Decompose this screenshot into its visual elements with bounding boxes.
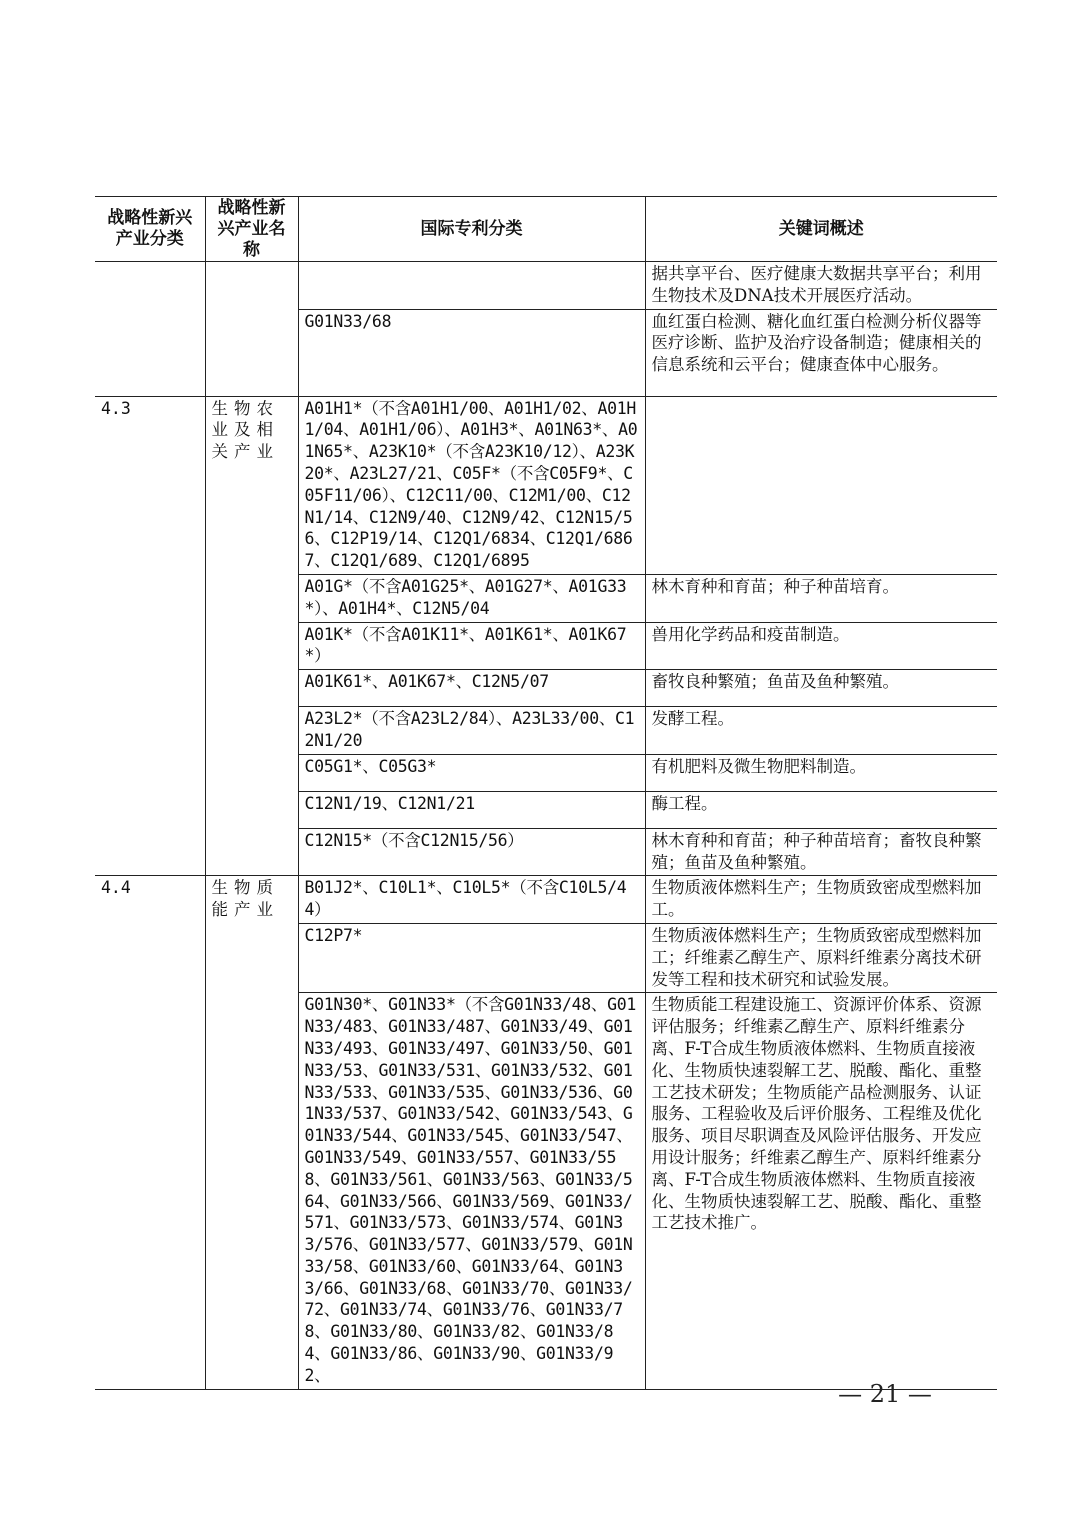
industry-name-cell: 生物质能产业 — [205, 876, 298, 1389]
keywords-cell: 生物质液体燃料生产；生物质致密成型燃料加工；纤维素乙醇生产、原料纤维素分离技术研发等工程和技术研究和试验发展。 — [645, 923, 997, 992]
table-header-row — [95, 197, 997, 262]
industry-name-cell-continued — [205, 262, 298, 397]
ipc-classification-table — [95, 196, 997, 1390]
header-industry-name: 战略性新兴产业名称 — [205, 197, 298, 262]
keywords-cell: 酶工程。 — [645, 791, 997, 828]
keywords-cell: 生物质液体燃料生产；生物质致密成型燃料加工。 — [645, 876, 997, 924]
table-row — [95, 262, 997, 310]
ipc-cell: C05G1*、C05G3* — [298, 754, 645, 791]
page-number: — 21 — — [838, 1380, 932, 1408]
ipc-cell: A01G*（不含A01G25*、A01G27*、A01G33*）、A01H4*、C12N5/04 — [298, 574, 645, 622]
keywords-cell: 生物质能工程建设施工、资源评价体系、资源评估服务；纤维素乙醇生产、原料纤维素分离、F-T合成生物质液体燃料、生物质直接液化、生物质快速裂解工艺、脱酸、酯化、重整工艺技术研发；生物质能产品检测服务、认证服务、工程验收及后评价服务、工程维及优化服务、项目尽职调查及风险评估服务、开发应用设计服务；纤维素乙醇生产、原料纤维素分离、F-T合成生物质液体燃料、生物质直接液化、生物质快速裂解工艺、脱酸、酯化、重整工艺技术推广。 — [645, 993, 997, 1389]
ipc-cell: C12N1/19、C12N1/21 — [298, 791, 645, 828]
keywords-cell: 兽用化学药品和疫苗制造。 — [645, 622, 997, 670]
ipc-cell — [298, 262, 645, 310]
table-row — [95, 876, 997, 924]
category-cell: 4.4 — [95, 876, 205, 1389]
keywords-cell: 据共享平台、医疗健康大数据共享平台；利用生物技术及DNA技术开展医疗活动。 — [645, 262, 997, 310]
ipc-cell: B01J2*、C10L1*、C10L5*（不含C10L5/44） — [298, 876, 645, 924]
ipc-cell: A01H1*（不含A01H1/00、A01H1/02、A01H1/04、A01H1/06）、A01H3*、A01N63*、A01N65*、A23K10*（不含A23K10/12）、A23K20*、A23L27/21、C05F*（不含C05F9*、C05F11/06）、C12C11/00、C12M1/00、C12N1/14、C12N9/40、C12N9/42、C12N15/56、C12P19/14、C12Q1/6834、C12Q1/6867、C12Q1/689、C12Q1/6895 — [298, 396, 645, 574]
keywords-cell: 畜牧良种繁殖；鱼苗及鱼种繁殖。 — [645, 670, 997, 707]
keywords-cell: 发酵工程。 — [645, 707, 997, 755]
keywords-cell — [645, 396, 997, 574]
category-cell: 4.3 — [95, 396, 205, 876]
industry-name-cell: 生物农业及相关产业 — [205, 396, 298, 876]
ipc-cell: G01N30*、G01N33*（不含G01N33/48、G01N33/483、G01N33/487、G01N33/49、G01N33/493、G01N33/497、G01N33/50、G01N33/53、G01N33/531、G01N33/532、G01N33/533、G01N33/535、G01N33/536、G01N33/537、G01N33/542、G01N33/543、G01N33/544、G01N33/545、G01N33/547、G01N33/549、G01N33/557、G01N33/558、G01N33/561、G01N33/563、G01N33/564、G01N33/566、G01N33/569、G01N33/571、G01N33/573、G01N33/574、G01N33/576、G01N33/577、G01N33/579、G01N33/58、G01N33/60、G01N33/64、G01N33/66、G01N33/68、G01N33/70、G01N33/72、G01N33/74、G01N33/76、G01N33/78、G01N33/80、G01N33/82、G01N33/84、G01N33/86、G01N33/90、G01N33/92、 — [298, 993, 645, 1389]
keywords-cell: 林木育种和育苗；种子种苗培育。 — [645, 574, 997, 622]
header-category: 战略性新兴产业分类 — [95, 197, 205, 262]
ipc-cell: A01K*（不含A01K11*、A01K61*、A01K67*） — [298, 622, 645, 670]
header-ipc: 国际专利分类 — [298, 197, 645, 262]
category-cell-continued — [95, 262, 205, 397]
ipc-cell: A23L2*（不含A23L2/84）、A23L33/00、C12N1/20 — [298, 707, 645, 755]
table-row — [95, 396, 997, 574]
ipc-cell: C12N15*（不含C12N15/56） — [298, 828, 645, 876]
keywords-cell: 有机肥料及微生物肥料制造。 — [645, 754, 997, 791]
ipc-cell: G01N33/68 — [298, 309, 645, 396]
ipc-cell: A01K61*、A01K67*、C12N5/07 — [298, 670, 645, 707]
keywords-cell: 血红蛋白检测、糖化血红蛋白检测分析仪器等医疗诊断、监护及治疗设备制造；健康相关的信息系统和云平台；健康查体中心服务。 — [645, 309, 997, 396]
keywords-cell: 林木育种和育苗；种子种苗培育；畜牧良种繁殖；鱼苗及鱼种繁殖。 — [645, 828, 997, 876]
header-keywords: 关键词概述 — [645, 197, 997, 262]
ipc-cell: C12P7* — [298, 923, 645, 992]
